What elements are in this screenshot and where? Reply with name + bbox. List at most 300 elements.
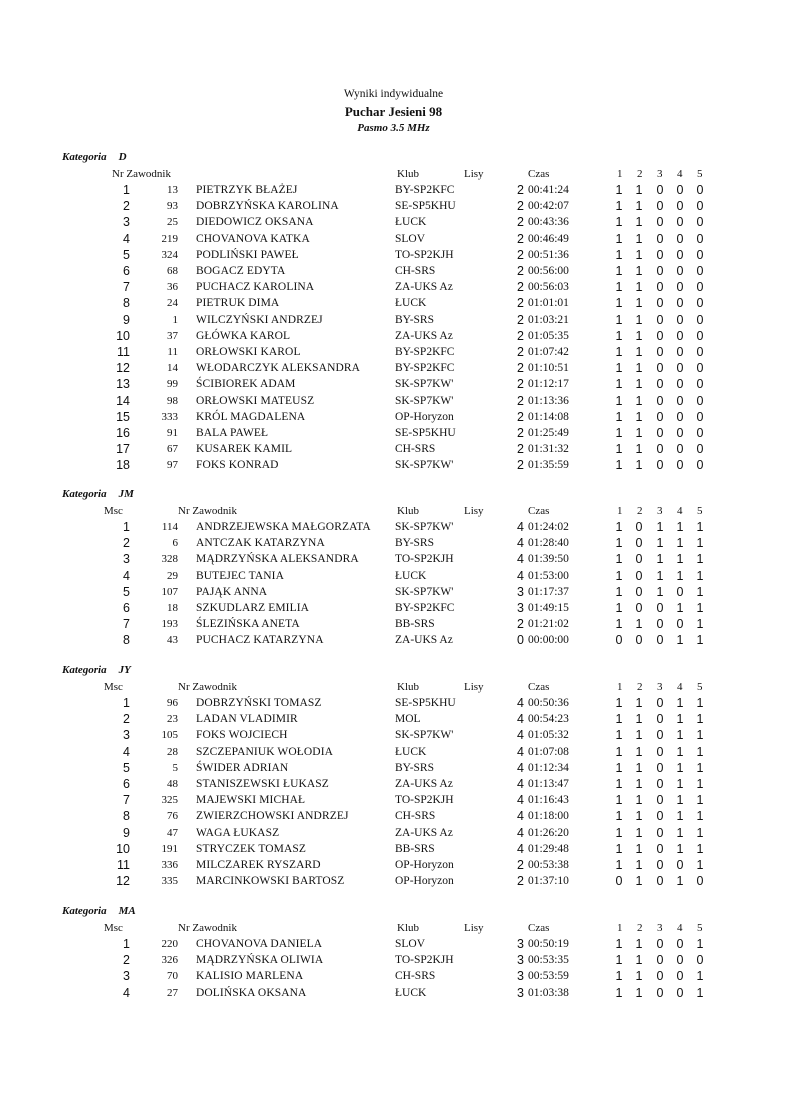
fox-5-cell: 0 [696, 264, 704, 278]
time-cell: 01:25:49 [528, 427, 569, 439]
fox-3-cell: 1 [656, 552, 664, 567]
foxes-cell: 2 [517, 426, 524, 440]
foxes-cell: 2 [517, 183, 524, 197]
time-cell: 01:35:59 [528, 459, 569, 472]
fox-5-cell: 0 [696, 183, 704, 197]
fox-4-cell: 0 [676, 858, 684, 872]
number-cell: 43 [167, 634, 178, 647]
foxes-cell: 4 [517, 520, 524, 534]
fox-5-cell: 1 [696, 568, 704, 583]
number-cell: 193 [161, 618, 178, 631]
fox-2-cell: 1 [635, 874, 643, 889]
fox-1-cell: 1 [615, 552, 623, 567]
fox-5-cell: 1 [696, 937, 704, 951]
competitor-name: SZKUDLARZ EMILIA [196, 602, 310, 614]
number-cell: 25 [167, 216, 178, 229]
fox-5-cell: 0 [696, 458, 704, 473]
table-row [0, 247, 787, 263]
competitor-name: PAJĄK ANNA [196, 585, 268, 598]
competitor-name: WILCZYŃSKI ANDRZEJ [196, 313, 323, 326]
fox-1-cell: 1 [615, 215, 623, 230]
competitor-name: ŚWIDER ADRIAN [196, 761, 289, 774]
fox-3-cell: 0 [656, 264, 664, 278]
fox-1-cell: 1 [615, 520, 623, 534]
fox-1-cell: 1 [615, 777, 623, 791]
foxes-cell: 0 [517, 633, 524, 648]
number-cell: 70 [167, 970, 178, 983]
foxes-cell: 4 [517, 568, 524, 583]
fox-1-cell: 1 [615, 458, 623, 473]
time-cell: 00:56:03 [528, 281, 569, 294]
fox-5-cell: 1 [696, 985, 704, 1000]
fox-1-cell: 1 [615, 985, 623, 1000]
competitor-name: GŁÓWKA KAROL [196, 329, 291, 342]
fox-4-cell: 0 [676, 442, 684, 457]
club-cell: ŁUCK [395, 297, 427, 310]
club-cell: BB-SRS [395, 618, 435, 631]
table-row [0, 393, 787, 409]
competitor-name: ORŁOWSKI KAROL [196, 346, 301, 358]
fox-3-cell: 0 [656, 825, 664, 840]
fox-1-cell: 0 [615, 633, 623, 648]
club-cell: OP-Horyzon [395, 859, 454, 871]
table-row [0, 312, 787, 328]
fox-5-cell: 1 [696, 809, 704, 824]
foxes-cell: 2 [517, 409, 524, 424]
fox-4-cell: 0 [676, 985, 684, 1000]
number-cell: 96 [167, 697, 178, 709]
place-cell: 9 [123, 312, 130, 327]
fox-4-cell: 1 [676, 520, 684, 534]
fox-4-cell: 1 [676, 760, 684, 775]
place-cell: 13 [116, 377, 130, 392]
club-cell: ŁUCK [395, 569, 427, 582]
foxes-cell: 2 [517, 247, 524, 262]
competitor-name: ANDRZEJEWSKA MAŁGORZATA [196, 521, 371, 533]
time-cell: 01:07:42 [528, 346, 569, 358]
place-cell: 8 [123, 296, 130, 311]
foxes-cell: 4 [517, 809, 524, 824]
competitor-name: MILCZAREK RYSZARD [196, 859, 321, 871]
table-row [0, 295, 787, 311]
fox-1-cell: 1 [615, 617, 623, 632]
fox-4-cell: 1 [676, 809, 684, 824]
time-cell: 01:37:10 [528, 875, 569, 888]
club-cell: ŁUCK [395, 986, 427, 999]
fox-1-cell: 1 [615, 728, 623, 743]
fox-2-cell: 1 [635, 361, 643, 376]
place-cell: 1 [123, 520, 130, 534]
competitor-name: DOBRZYŃSKI TOMASZ [196, 697, 322, 709]
fox-2-cell: 1 [635, 712, 643, 727]
competitor-name: STANISZEWSKI ŁUKASZ [196, 778, 329, 790]
competitor-name: PIETRUK DIMA [196, 297, 280, 310]
fox-5-cell: 0 [696, 247, 704, 262]
number-cell: 37 [167, 329, 178, 342]
fox-4-cell: 0 [676, 215, 684, 230]
club-cell: SE-SP5KHU [395, 427, 456, 439]
place-cell: 4 [123, 231, 130, 246]
time-cell: 01:26:20 [528, 826, 569, 839]
fox-3-cell: 1 [656, 536, 664, 551]
competitor-name: MĄDRZYŃSKA OLIWIA [196, 954, 324, 967]
fox-3-cell: 0 [656, 712, 664, 727]
foxes-cell: 4 [517, 744, 524, 759]
club-cell: SLOV [395, 938, 426, 950]
table-row [0, 425, 787, 441]
club-cell: CH-SRS [395, 443, 436, 456]
fox-2-cell: 1 [635, 985, 643, 1000]
fox-4-cell: 1 [676, 793, 684, 808]
category-code: D [118, 151, 127, 163]
club-cell: CH-SRS [395, 810, 436, 823]
header-nr-zawodnik: Nr Zawodnik [178, 505, 237, 517]
category-label: Kategoria [62, 664, 107, 676]
header-p3: 3 [657, 505, 663, 517]
table-row [0, 711, 787, 727]
fox-2-cell: 0 [635, 520, 643, 534]
fox-2-cell: 1 [635, 264, 643, 278]
fox-4-cell: 1 [676, 536, 684, 551]
club-cell: ŁUCK [395, 216, 427, 229]
foxes-cell: 2 [517, 280, 524, 295]
fox-1-cell: 1 [615, 231, 623, 246]
fox-3-cell: 0 [656, 937, 664, 951]
place-cell: 4 [123, 985, 130, 1000]
table-row [0, 519, 787, 535]
fox-4-cell: 0 [676, 328, 684, 343]
number-cell: 67 [167, 443, 178, 456]
fox-2-cell: 1 [635, 777, 643, 791]
fox-2-cell: 1 [635, 215, 643, 230]
fox-2-cell: 0 [635, 601, 643, 615]
club-cell: BY-SP2KFC [395, 184, 455, 196]
number-cell: 220 [161, 938, 178, 950]
time-cell: 01:17:37 [528, 585, 569, 598]
fox-3-cell: 0 [656, 409, 664, 424]
fox-5-cell: 1 [696, 696, 704, 710]
fox-1-cell: 1 [615, 426, 623, 440]
number-cell: 11 [167, 346, 178, 358]
table-row [0, 182, 787, 198]
fox-1-cell: 1 [615, 825, 623, 840]
fox-2-cell: 1 [635, 231, 643, 246]
fox-5-cell: 1 [696, 744, 704, 759]
fox-1-cell: 1 [615, 312, 623, 327]
fox-4-cell: 0 [676, 458, 684, 473]
table-row [0, 457, 787, 473]
fox-3-cell: 0 [656, 426, 664, 440]
fox-2-cell: 1 [635, 345, 643, 359]
place-cell: 6 [123, 601, 130, 615]
fox-3-cell: 0 [656, 442, 664, 457]
header-p5: 5 [697, 681, 703, 693]
club-cell: SK-SP7KW' [395, 585, 454, 598]
fox-5-cell: 0 [696, 215, 704, 230]
club-cell: BY-SP2KFC [395, 602, 455, 614]
fox-1-cell: 1 [615, 377, 623, 392]
club-cell: MOL [395, 713, 421, 726]
fox-4-cell: 1 [676, 601, 684, 615]
competitor-name: FOKS KONRAD [196, 459, 279, 472]
header-p5: 5 [697, 168, 703, 180]
fox-4-cell: 0 [676, 361, 684, 376]
header-p1: 1 [617, 922, 623, 934]
table-row [0, 968, 787, 984]
fox-3-cell: 1 [656, 568, 664, 583]
fox-5-cell: 1 [696, 858, 704, 872]
fox-3-cell: 0 [656, 793, 664, 808]
competitor-name: STRYCZEK TOMASZ [196, 842, 307, 855]
fox-1-cell: 1 [615, 937, 623, 951]
competitor-name: PODLIŃSKI PAWEŁ [196, 248, 299, 261]
header-klub: Klub [397, 505, 419, 517]
place-cell: 3 [123, 215, 130, 230]
fox-5-cell: 1 [696, 536, 704, 551]
header-msc: Msc [104, 681, 123, 693]
foxes-cell: 2 [517, 458, 524, 473]
fox-5-cell: 0 [696, 377, 704, 392]
fox-3-cell: 0 [656, 777, 664, 791]
competitor-name: PUCHACZ KATARZYNA [196, 634, 324, 647]
fox-4-cell: 0 [676, 296, 684, 311]
table-row [0, 198, 787, 214]
place-cell: 5 [123, 760, 130, 775]
table-row [0, 441, 787, 457]
fox-2-cell: 1 [635, 247, 643, 262]
place-cell: 6 [123, 264, 130, 278]
club-cell: SK-SP7KW' [395, 521, 454, 533]
time-cell: 01:03:21 [528, 313, 569, 326]
club-cell: SK-SP7KW' [395, 729, 454, 742]
fox-5-cell: 1 [696, 633, 704, 648]
foxes-cell: 4 [517, 712, 524, 727]
club-cell: SK-SP7KW' [395, 459, 454, 472]
competitor-name: ORŁOWSKI MATEUSZ [196, 394, 315, 407]
fox-1-cell: 1 [615, 696, 623, 710]
place-cell: 3 [123, 969, 130, 984]
competitor-name: ŚLEZIŃSKA ANETA [196, 618, 300, 631]
table-row [0, 936, 787, 952]
fox-2-cell: 1 [635, 953, 643, 968]
fox-5-cell: 0 [696, 280, 704, 295]
fox-1-cell: 1 [615, 953, 623, 968]
fox-3-cell: 0 [656, 199, 664, 214]
fox-4-cell: 0 [676, 280, 684, 295]
place-cell: 2 [123, 199, 130, 214]
competitor-name: PUCHACZ KAROLINA [196, 281, 315, 294]
fox-1-cell: 0 [615, 874, 623, 889]
foxes-cell: 4 [517, 728, 524, 743]
time-cell: 00:50:19 [528, 938, 569, 950]
time-cell: 01:10:51 [528, 362, 569, 375]
time-cell: 01:39:50 [528, 553, 569, 566]
time-cell: 01:18:00 [528, 810, 569, 823]
club-cell: ZA-UKS Az [395, 329, 453, 342]
header-klub: Klub [397, 681, 419, 693]
fox-4-cell: 0 [676, 377, 684, 392]
fox-3-cell: 0 [656, 953, 664, 968]
competitor-name: ZWIERZCHOWSKI ANDRZEJ [196, 810, 349, 823]
fox-5-cell: 1 [696, 584, 704, 599]
time-cell: 00:53:38 [528, 859, 569, 871]
fox-2-cell: 1 [635, 183, 643, 197]
club-cell: BY-SP2KFC [395, 346, 455, 358]
fox-4-cell: 1 [676, 728, 684, 743]
foxes-cell: 2 [517, 328, 524, 343]
fox-1-cell: 1 [615, 199, 623, 214]
number-cell: 1 [172, 313, 178, 326]
fox-3-cell: 0 [656, 231, 664, 246]
time-cell: 01:29:48 [528, 842, 569, 855]
header-p2: 2 [637, 922, 643, 934]
number-cell: 28 [167, 745, 178, 758]
place-cell: 15 [116, 409, 130, 424]
number-cell: 13 [167, 184, 178, 196]
table-row [0, 263, 787, 279]
foxes-cell: 2 [517, 215, 524, 230]
header-p4: 4 [677, 922, 683, 934]
header-p2: 2 [637, 681, 643, 693]
competitor-name: PIETRZYK BŁAŻEJ [196, 184, 298, 196]
place-cell: 8 [123, 633, 130, 648]
time-cell: 01:53:00 [528, 569, 569, 582]
fox-5-cell: 1 [696, 617, 704, 632]
place-cell: 4 [123, 744, 130, 759]
club-cell: CH-SRS [395, 970, 436, 983]
fox-2-cell: 0 [635, 568, 643, 583]
foxes-cell: 2 [517, 264, 524, 278]
fox-5-cell: 1 [696, 552, 704, 567]
competitor-name: BOGACZ EDYTA [196, 265, 286, 277]
time-cell: 01:13:47 [528, 778, 569, 790]
foxes-cell: 2 [517, 312, 524, 327]
fox-2-cell: 1 [635, 728, 643, 743]
competitor-name: LADAN VLADIMIR [196, 713, 298, 726]
table-row [0, 792, 787, 808]
fox-4-cell: 1 [676, 633, 684, 648]
competitor-name: BUTEJEC TANIA [196, 569, 285, 582]
table-row [0, 825, 787, 841]
time-cell: 01:21:02 [528, 618, 569, 631]
fox-3-cell: 0 [656, 247, 664, 262]
club-cell: SE-SP5KHU [395, 697, 456, 709]
place-cell: 1 [123, 937, 130, 951]
time-cell: 00:51:36 [528, 248, 569, 261]
competition-name: Puchar Jesieni 98 [344, 104, 443, 119]
header-p3: 3 [657, 168, 663, 180]
time-cell: 01:28:40 [528, 537, 569, 550]
table-row [0, 214, 787, 230]
header-p4: 4 [677, 505, 683, 517]
time-cell: 01:07:08 [528, 745, 569, 758]
fox-1-cell: 1 [615, 296, 623, 311]
foxes-cell: 2 [517, 442, 524, 457]
club-cell: TO-SP2KJH [395, 794, 454, 807]
number-cell: 326 [161, 954, 178, 967]
fox-1-cell: 1 [615, 712, 623, 727]
number-cell: 48 [167, 778, 178, 790]
fox-1-cell: 1 [615, 841, 623, 856]
header-lisy: Lisy [464, 168, 484, 180]
club-cell: BB-SRS [395, 842, 435, 855]
competitor-name: DIEDOWICZ OKSANA [196, 216, 314, 229]
number-cell: 93 [167, 200, 178, 213]
fox-3-cell: 0 [656, 728, 664, 743]
fox-5-cell: 1 [696, 760, 704, 775]
header-p5: 5 [697, 922, 703, 934]
header-lisy: Lisy [464, 922, 484, 934]
fox-4-cell: 0 [676, 953, 684, 968]
header-p5: 5 [697, 505, 703, 517]
competitor-name: MĄDRZYŃSKA ALEKSANDRA [196, 553, 359, 566]
number-cell: 105 [161, 729, 178, 742]
foxes-cell: 4 [517, 536, 524, 551]
table-row [0, 760, 787, 776]
fox-1-cell: 1 [615, 345, 623, 359]
fox-4-cell: 1 [676, 712, 684, 727]
place-cell: 3 [123, 728, 130, 743]
club-cell: BY-SRS [395, 761, 434, 774]
foxes-cell: 2 [517, 296, 524, 311]
foxes-cell: 4 [517, 841, 524, 856]
foxes-cell: 2 [517, 377, 524, 392]
fox-1-cell: 1 [615, 536, 623, 551]
competitor-name: SZCZEPANIUK WOŁODIA [196, 745, 334, 758]
place-cell: 2 [123, 536, 130, 551]
time-cell: 00:50:36 [528, 697, 569, 709]
number-cell: 107 [161, 585, 178, 598]
fox-2-cell: 1 [635, 328, 643, 343]
category-heading [62, 488, 134, 500]
fox-4-cell: 0 [676, 183, 684, 197]
fox-3-cell: 0 [656, 985, 664, 1000]
number-cell: 91 [167, 427, 178, 439]
competitor-name: DOLIŃSKA OKSANA [196, 986, 307, 999]
club-cell: SK-SP7KW' [395, 378, 454, 391]
foxes-cell: 2 [517, 617, 524, 632]
fox-1-cell: 1 [615, 584, 623, 599]
category-code: MA [118, 905, 136, 917]
table-row [0, 584, 787, 600]
table-row [0, 857, 787, 873]
fox-2-cell: 0 [635, 584, 643, 599]
header-msc: Msc [104, 922, 123, 934]
fox-1-cell: 1 [615, 280, 623, 295]
time-cell: 00:43:36 [528, 216, 569, 229]
place-cell: 10 [116, 841, 130, 856]
number-cell: 5 [172, 761, 178, 774]
table-row [0, 616, 787, 632]
place-cell: 7 [123, 280, 130, 295]
fox-2-cell: 1 [635, 793, 643, 808]
foxes-cell: 2 [517, 874, 524, 889]
header-klub: Klub [397, 168, 419, 180]
club-cell: ZA-UKS Az [395, 281, 453, 294]
fox-5-cell: 1 [696, 601, 704, 615]
place-cell: 12 [116, 361, 130, 376]
foxes-cell: 4 [517, 793, 524, 808]
fox-2-cell: 1 [635, 617, 643, 632]
category-heading [62, 664, 131, 676]
fox-3-cell: 0 [656, 361, 664, 376]
table-row [0, 808, 787, 824]
time-cell: 00:56:00 [528, 265, 569, 277]
number-cell: 68 [167, 265, 178, 277]
table-row [0, 985, 787, 1001]
fox-4-cell: 1 [676, 777, 684, 791]
club-cell: OP-Horyzon [395, 410, 454, 423]
